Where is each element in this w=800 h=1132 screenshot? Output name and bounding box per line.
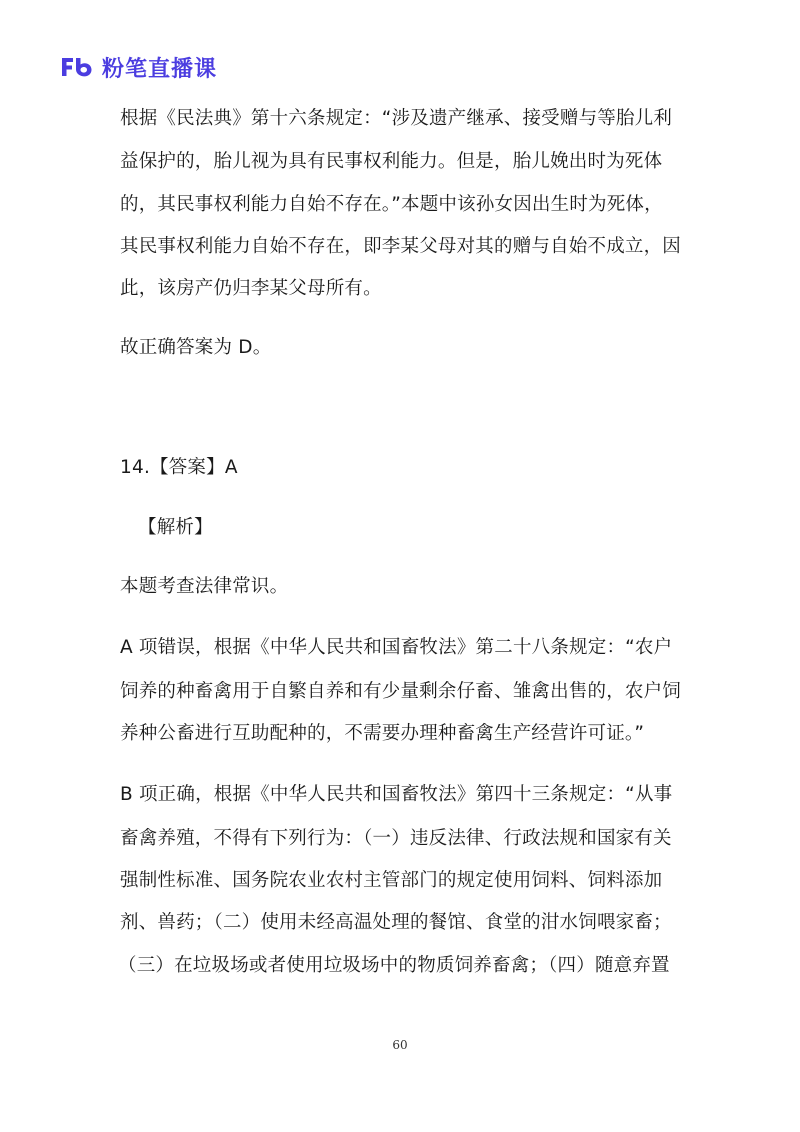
para1-line-4: 其民事权利能力自始不存在，即李某父母对其的赠与自始不成立，因 bbox=[120, 236, 682, 257]
q14-answer: 14.【答案】A bbox=[120, 457, 238, 478]
q14-analysis-label: 【解析】 bbox=[138, 517, 213, 538]
fb-logo-icon bbox=[60, 55, 94, 79]
optionB-line-3: 强制性标准、国务院农业农村主管部门的规定使用饲料、饲料添加 bbox=[120, 870, 663, 891]
optionB-line-5: （三）在垃圾场或者使用垃圾场中的物质饲养畜禽；（四）随意弃置 bbox=[118, 955, 670, 976]
optionB-line-4: 剂、兽药；（二）使用未经高温处理的餐馆、食堂的泔水饲喂家畜； bbox=[120, 912, 672, 933]
para1-line-3: 的，其民事权利能力自始不存在。”本题中该孙女因出生时为死体， bbox=[120, 194, 663, 215]
optionA-line-3: 养种公畜进行互助配种的，不需要办理种畜禽生产经营许可证。” bbox=[120, 723, 645, 744]
q14-intro: 本题考查法律常识。 bbox=[120, 576, 289, 597]
optionB-line-2: 畜禽养殖，不得有下列行为：（一）违反法律、行政法规和国家有关 bbox=[120, 828, 672, 849]
optionA-line-1: A 项错误，根据《中华人民共和国畜牧法》第二十八条规定：“农户 bbox=[120, 637, 673, 658]
para1-line-2: 益保护的，胎儿视为具有民事权利能力。但是，胎儿娩出时为死体 bbox=[120, 151, 663, 172]
brand-name: 粉笔直播课 bbox=[102, 56, 218, 82]
optionA-line-2: 饲养的种畜禽用于自繁自养和有少量剩余仔畜、雏禽出售的，农户饲 bbox=[120, 681, 682, 702]
para1-line-5: 此，该房产仍归李某父母所有。 bbox=[120, 278, 382, 299]
header bbox=[60, 52, 217, 82]
page-number: 60 bbox=[392, 1038, 408, 1052]
conclusion-line: 故正确答案为 D。 bbox=[120, 337, 272, 358]
optionB-line-1: B 项正确，根据《中华人民共和国畜牧法》第四十三条规定：“从事 bbox=[120, 784, 673, 805]
para1-line-1: 根据《民法典》第十六条规定：“涉及遗产继承、接受赠与等胎儿利 bbox=[120, 108, 673, 129]
